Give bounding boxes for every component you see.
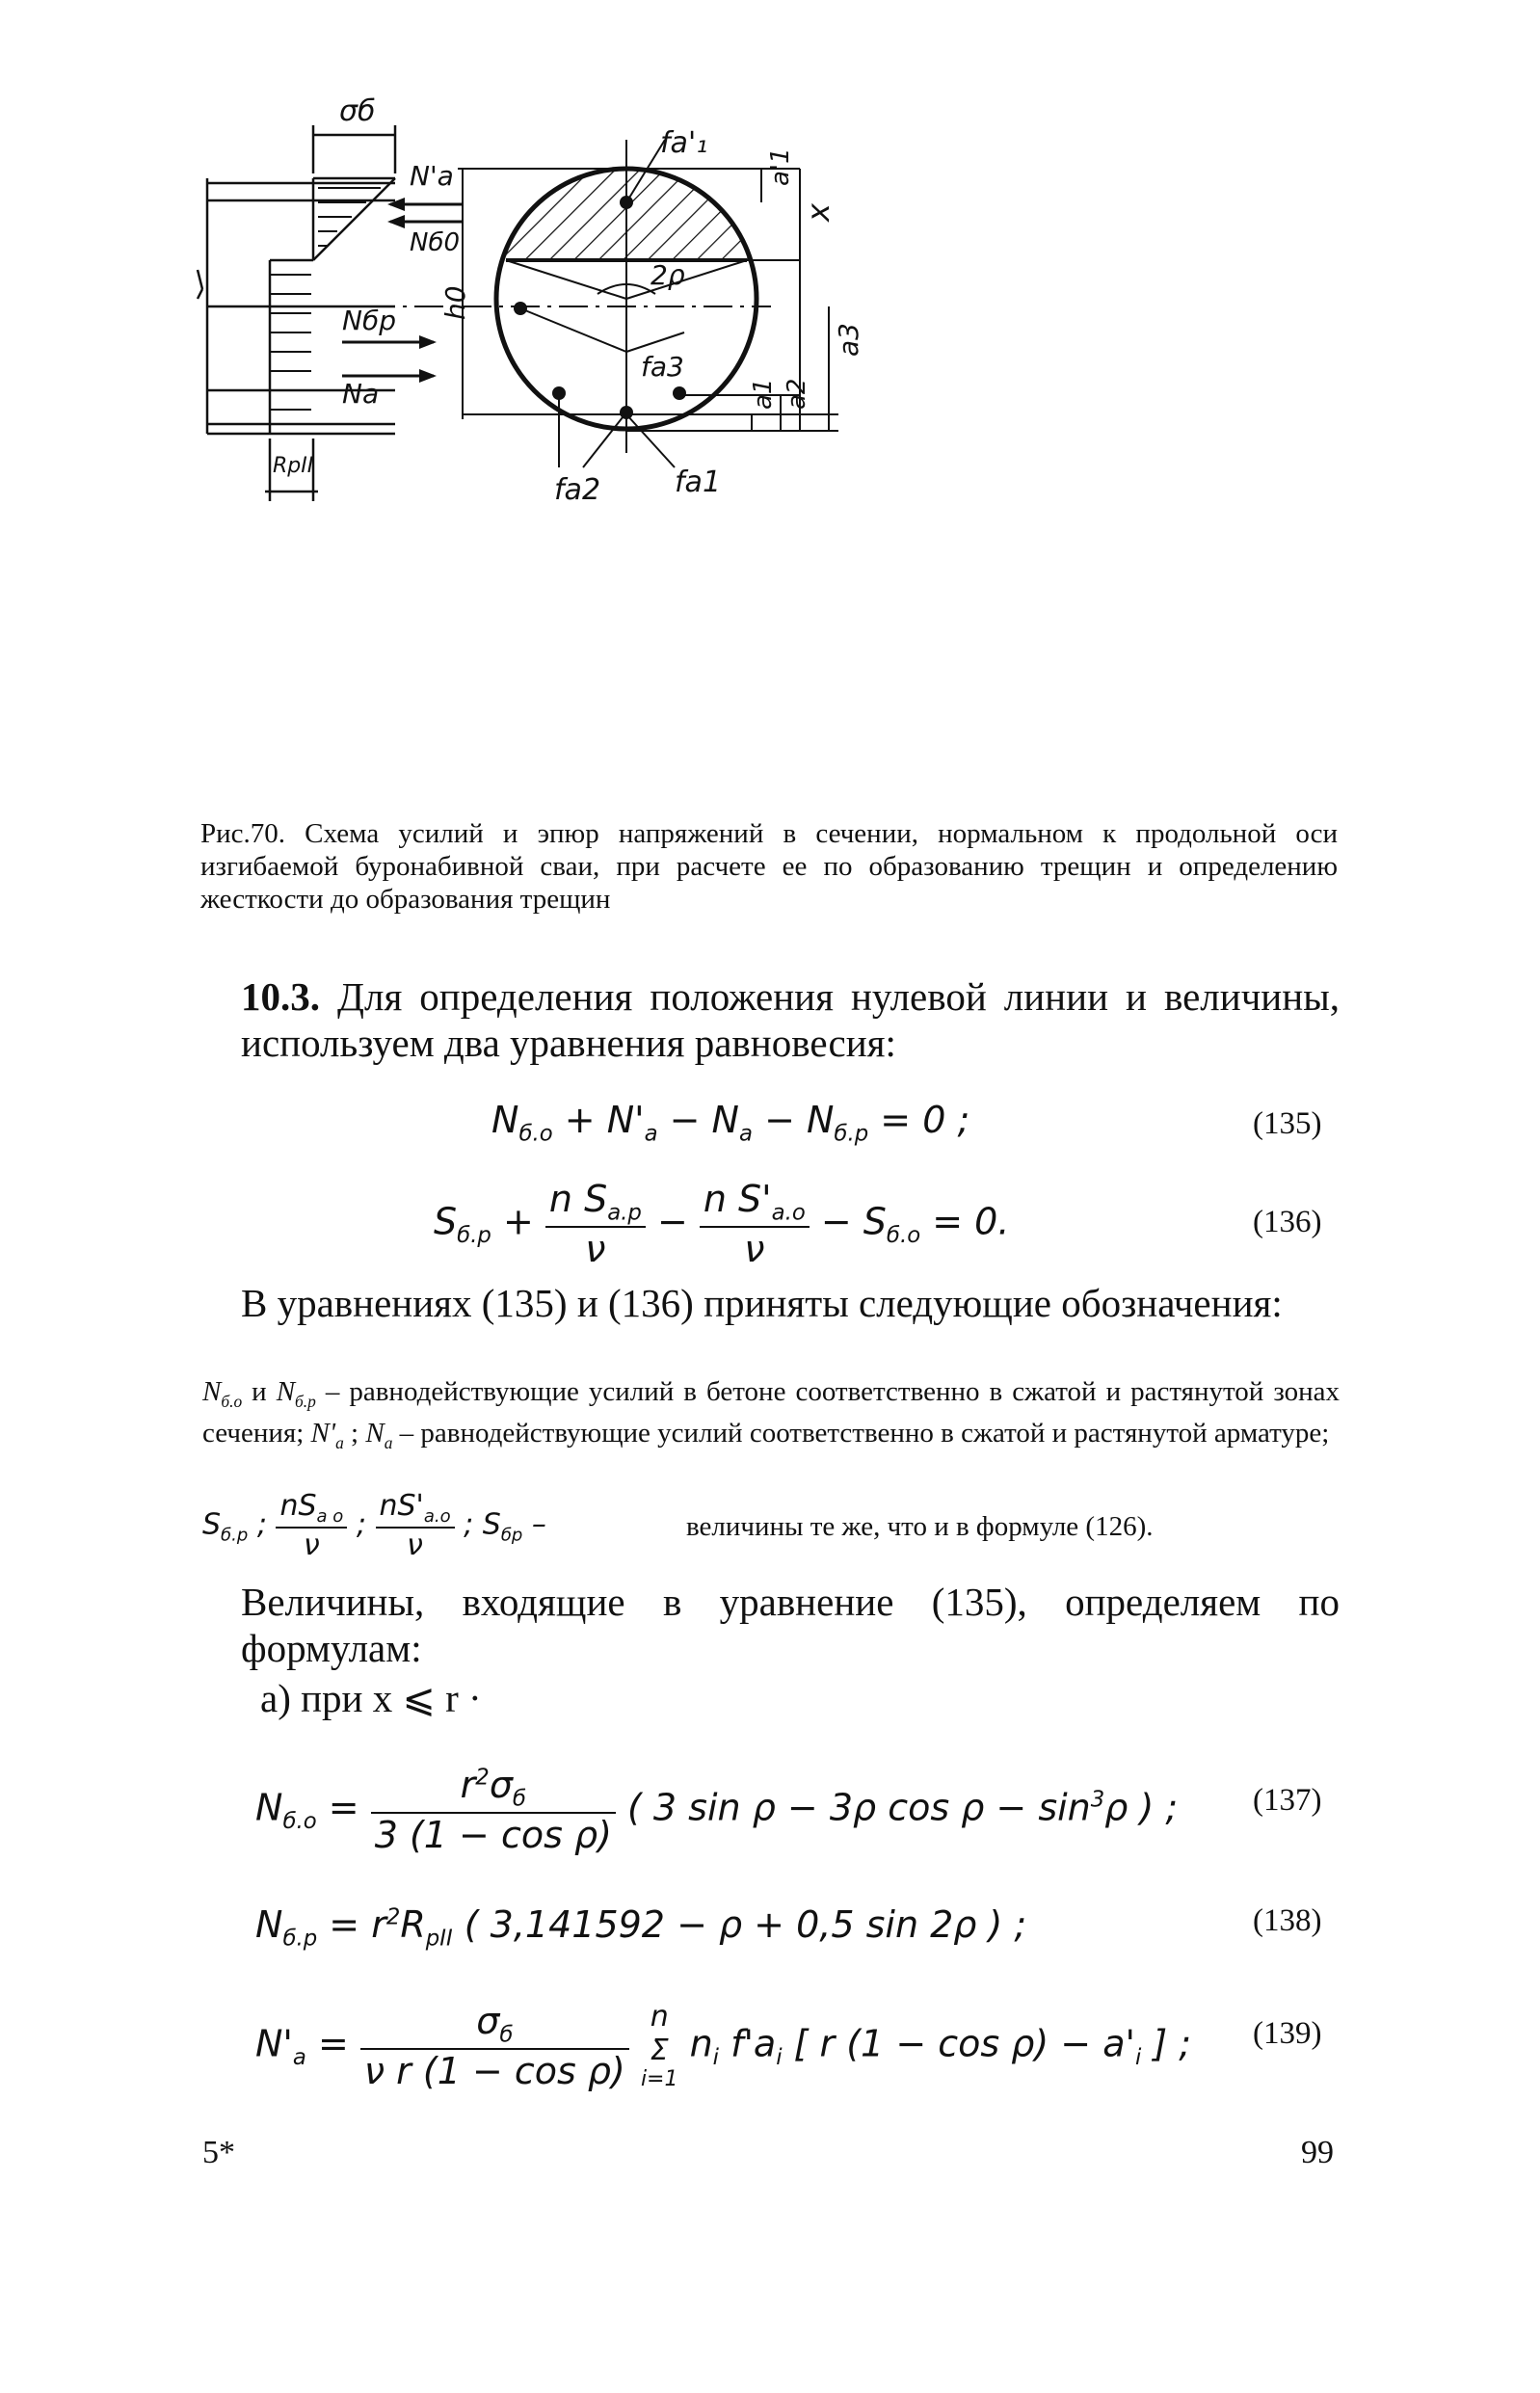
definition-text-1b: – равнодействующие усилий соответственно в сжатой и растянутой арматуре; [399, 1417, 1330, 1449]
paragraph-notation: В уравнениях (135) и (136) приняты следующие обозначения: [241, 1281, 1283, 1325]
paragraph-formulas: Величины, входящие в уравнение (135), определяем по формулам: [241, 1580, 1340, 1670]
case-a: а) при x ⩽ r · [260, 1676, 482, 1720]
label-a1-prime: a'1 [766, 147, 795, 186]
label-a2: a2 [783, 378, 811, 410]
label-fa2: fa2 [554, 473, 601, 507]
label-2rho: 2ρ [651, 259, 685, 291]
definition-text-2: величины те же, что и в формуле (126). [686, 1511, 1154, 1542]
label-h0: h0 [439, 285, 471, 320]
definition-quantities: $S_{б.р}$ ; $\frac{nS_{a o}}{\nu}$ ; $\frac{nS'_{a.o}}{\nu}$ ; $S_{бр}$ – [202, 1489, 546, 1562]
section-paragraph [241, 973, 1340, 1066]
section-text: Для определения положения нулевой линии и величины, используем два уравнения равновесия: [241, 974, 1340, 1065]
label-sigma-b: σб [339, 94, 376, 128]
equation-139: $N'_a$ = $\frac{\sigma_б}{\text{ν r (1 − cos ρ)}}$ n Σ i=1 $n_i$ $f'a_i$ [ r $(1 - \cos \rho) - a'_i$ ] ; [255, 2000, 1192, 2092]
equation-139-number: (139) [1253, 2016, 1322, 2051]
equation-136-number: (136) [1253, 1205, 1322, 1239]
page-number: 99 [1301, 2135, 1334, 2170]
label-rpii: RрII [273, 454, 314, 478]
label-na-prime: N'a [410, 160, 454, 192]
label-fa3: fa3 [641, 351, 684, 383]
section-number: 10.3. [241, 974, 320, 1019]
signature-mark: 5* [202, 2135, 235, 2170]
label-fa1-prime: fa'₁ [660, 126, 708, 160]
equation-137-number: (137) [1253, 1783, 1322, 1818]
equation-138-number: (138) [1253, 1903, 1322, 1938]
label-na: Na [342, 378, 380, 410]
definition-forces: $N_{б.о}$ и $N_{б.р}$ – равнодействующие усилий в бетоне соответственно в сжатой и растянутой зонах сечения; $N'_a$ ; $N_a$ – равнодействующие усилий соответственно в сжатой и растянутой арматуре; [202, 1376, 1340, 1452]
definition-text-1: – равнодействующие усилий в бетоне соответственно в сжатой и растянутой зонах сечения; [202, 1376, 1340, 1449]
equation-135: $N_{б.о} + N'_a - N_a - N_{б.р} = 0$ ; [491, 1099, 970, 1147]
equation-138: $N_{б.р} = r^2R_{рII}$ ( 3,141592 − ρ + 0,5 sin 2ρ ) ; [255, 1903, 1027, 1952]
label-nb0: Nб0 [410, 228, 461, 257]
equation-137: $N_{б.о}$ = $\frac{r^2\sigma_б}{\text{3 (1 − cos ρ)}}$ ( 3 sin ρ − 3ρ $\cos \rho - \sin^3\rho$ ) ; [255, 1764, 1179, 1856]
label-fa1: fa1 [675, 465, 722, 499]
figure-70 [173, 94, 1368, 800]
label-x: x [800, 203, 836, 222]
label-a1: a1 [749, 378, 778, 410]
figure-caption: Рис.70. Схема усилий и эпюр напряжений в сечении, нормальном к продольной оси изгибаемой буронабивной сваи, при расчете ее по образованию трещин и определению жесткости до образования трещин [200, 818, 1338, 915]
label-nbp: Nбр [342, 305, 396, 336]
equation-135-number: (135) [1253, 1106, 1322, 1141]
equation-136: $S_{б.р}$ + $\frac{n S_{a.р}}{\nu}$ − $\frac{n S'_{a.о}}{\nu}$ − $S_{б.о} = 0$. [434, 1178, 1010, 1270]
label-a3: a3 [833, 323, 864, 357]
